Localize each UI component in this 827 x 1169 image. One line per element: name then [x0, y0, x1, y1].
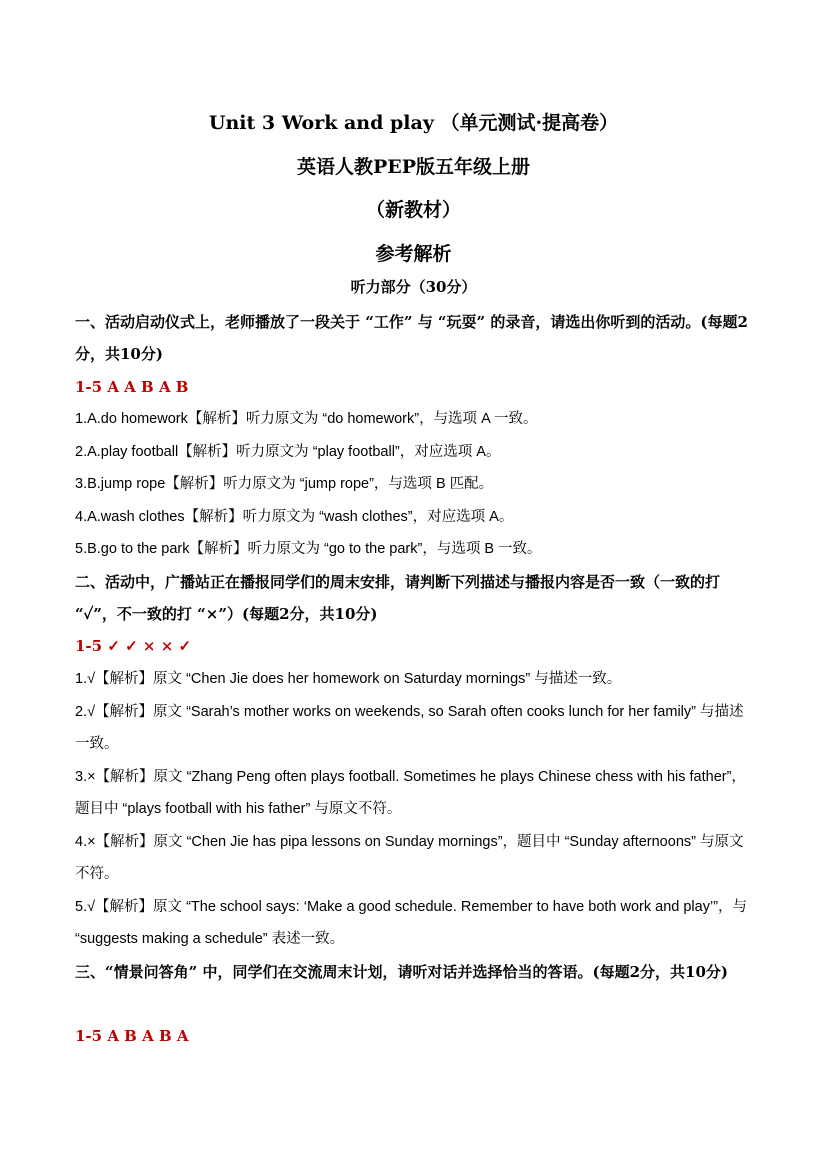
- section-2-answer: 1-5 ✓ ✓ × × ✓: [75, 637, 192, 655]
- section-3-answer: 1-5 A B A B A: [75, 1027, 189, 1045]
- section-1-item: 4.A.wash clothes【解析】听力原文为 “wash clothes”，对应选项 A。: [75, 509, 514, 525]
- part-heading: 听力部分（30分）: [350, 278, 477, 296]
- section-1-item: 1.A.do homework【解析】听力原文为 “do homework”，与选项 A 一致。: [75, 411, 538, 427]
- section-1-item: 5.B.go to the park【解析】听力原文为 “go to the park”，与选项 B 一致。: [75, 541, 542, 557]
- section-2-item: 2.√【解析】原文 “Sarah’s mother works on weekends, so Sarah often cooks lunch for her family” 与描述一致。: [75, 704, 744, 752]
- section-2-item: 1.√【解析】原文 “Chen Jie does her homework on Saturday mornings” 与描述一致。: [75, 671, 622, 687]
- section-2-item: 5.√【解析】原文 “The school says: ‘Make a good schedule. Remember to have both work and play’”，与 “suggests making a schedule” 表述一致。: [75, 899, 748, 947]
- document-title: Unit 3 Work and play （单元测试·提高卷）: [208, 112, 619, 134]
- section-2-title: 二、活动中，广播站正在播报同学们的周末安排，请判断下列描述与播报内容是否一致（一致的打 “✓”，不一致的打 “×”）(每题2分，共10分): [75, 573, 721, 623]
- section-1-item: 2.A.play football【解析】听力原文为 “play football”，对应选项 A。: [75, 444, 501, 460]
- document-edition: （新教材）: [365, 199, 461, 221]
- section-3-title: 三、“情景问答角” 中，同学们在交流周末计划，请听对话并选择恰当的答语。(每题2分，共10分): [75, 963, 728, 981]
- section-1-answer: 1-5 A A B A B: [75, 378, 189, 396]
- section-1-item: 3.B.jump rope【解析】听力原文为 “jump rope”，与选项 B 匹配。: [75, 476, 494, 492]
- document-subtitle: 英语人教PEP版五年级上册: [296, 156, 531, 178]
- document-heading: 参考解析: [375, 243, 452, 265]
- section-2-item: 4.×【解析】原文 “Chen Jie has pipa lessons on Sunday mornings”，题目中 “Sunday afternoons” 与原文不符。: [75, 834, 744, 882]
- section-1-title: 一、活动启动仪式上，老师播放了一段关于 “工作” 与 “玩耍” 的录音，请选出你听到的活动。(每题2分，共10分): [75, 313, 748, 363]
- section-2-item: 3.×【解析】原文 “Zhang Peng often plays football. Sometimes he plays Chinese chess with his father”，题目中 “plays football with his father” 与原文不符。: [75, 769, 746, 817]
